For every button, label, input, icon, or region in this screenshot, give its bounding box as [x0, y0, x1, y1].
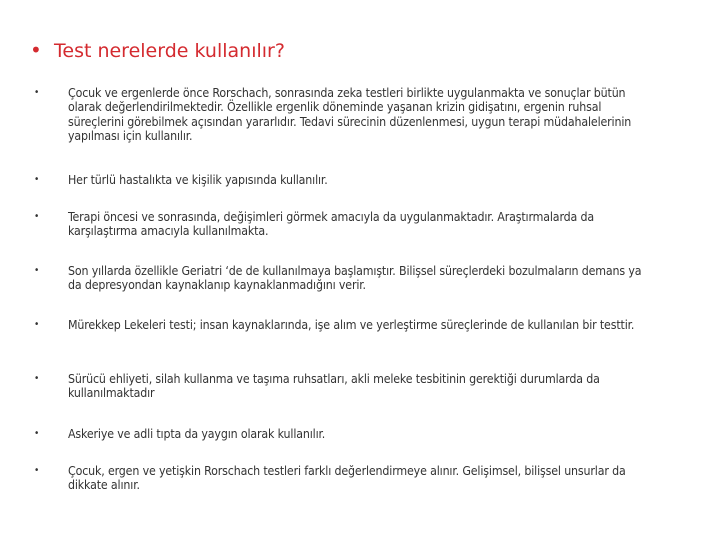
bullet-icon: • [34, 87, 40, 98]
bullet-item [34, 464, 658, 493]
bullet-item [34, 318, 658, 332]
bullet-icon: • [34, 211, 40, 222]
bullet-icon: • [34, 319, 40, 330]
bullet-text: Mürekkep Lekeleri testi; insan kaynaklarında, işe alım ve yerleştirme süreçlerinde de kullanılan bir testtir. [68, 318, 635, 332]
title-bullet-icon: • [30, 38, 42, 62]
bullet-item [34, 264, 658, 293]
slide-title: Test nerelerde kullanılır? [54, 40, 285, 62]
bullet-item [34, 210, 658, 239]
bullet-item [34, 173, 658, 187]
bullet-item [34, 372, 658, 401]
bullet-icon: • [34, 373, 40, 384]
bullet-icon: • [34, 174, 40, 185]
bullet-icon: • [34, 465, 40, 476]
bullet-text: Sürücü ehliyeti, silah kullanma ve taşıma ruhsatları, akli meleke tesbitinin gerektiği durumlarda da kullanılmaktadır [68, 372, 600, 401]
bullet-text: Son yıllarda özellikle Geriatri ‘de de kullanılmaya başlamıştır. Bilişsel süreçlerdeki bozulmaların demans ya da depresyondan kaynaklanıp kaynaklanmadığını verir. [68, 264, 642, 293]
bullet-text: Terapi öncesi ve sonrasında, değişimleri görmek amacıyla da uygulanmaktadır. Araştırmalarda da karşılaştırma amacıyla kullanılmakta. [68, 210, 594, 239]
bullet-text: Askeriye ve adli tıpta da yaygın olarak kullanılır. [68, 427, 326, 441]
bullet-text: Her türlü hastalıkta ve kişilik yapısında kullanılır. [68, 173, 328, 187]
bullet-icon: • [34, 265, 40, 276]
slide-title-row [30, 38, 285, 62]
bullet-text: Çocuk, ergen ve yetişkin Rorschach testleri farklı değerlendirmeye alınır. Gelişimsel, bilişsel unsurlar da dikkate alınır. [68, 464, 626, 493]
bullet-icon: • [34, 428, 40, 439]
bullet-item [34, 86, 658, 144]
bullet-item [34, 427, 658, 441]
bullet-text: Çocuk ve ergenlerde önce Rorschach, sonrasında zeka testleri birlikte uygulanmakta ve sonuçlar bütün olarak değerlendirilmektedir. Özellikle ergenlik döneminde yaşanan krizin gidişatını, ergenin ruhsal süreçlerini görebilmek açısından yararlıdır. Tedavi sürecinin düzenlenmesi, uygun terapi müdahalelerinin yapılması için kullanılır. [68, 86, 632, 144]
